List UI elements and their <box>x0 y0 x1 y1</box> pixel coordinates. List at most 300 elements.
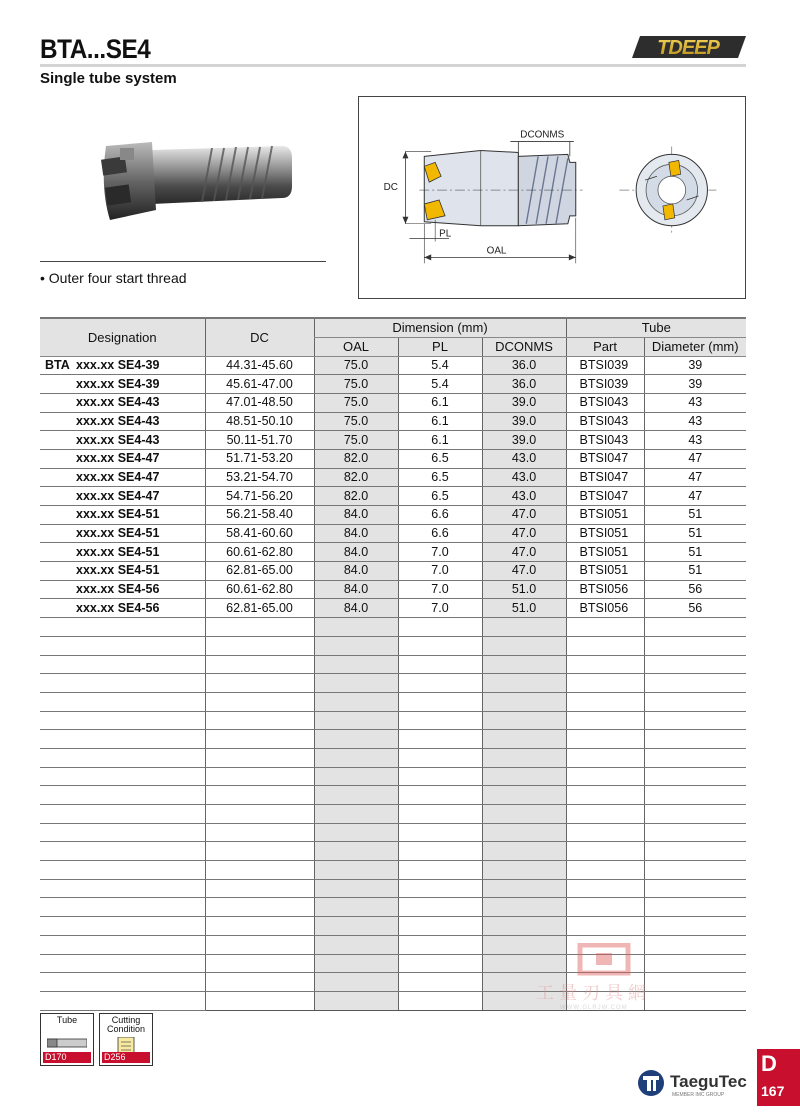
empty-cell <box>40 898 205 917</box>
cell-dc: 45.61-47.00 <box>205 375 314 394</box>
feature-divider <box>40 261 326 262</box>
cell-diameter: 51 <box>644 562 746 581</box>
cell-dc: 58.41-60.60 <box>205 524 314 543</box>
empty-row <box>40 748 746 767</box>
empty-cell <box>314 954 398 973</box>
cell-dconms: 36.0 <box>482 375 566 394</box>
empty-cell <box>482 748 566 767</box>
empty-cell <box>205 730 314 749</box>
taegutec-logo-icon <box>636 1068 666 1098</box>
designation-prefix: BTA <box>45 357 70 372</box>
watermark-url: WWW.GLRJW.COM <box>560 1005 628 1011</box>
table-row <box>40 468 746 487</box>
cell-dc: 51.71-53.20 <box>205 449 314 468</box>
designation-code: xxx.xx SE4-43 <box>76 395 160 410</box>
cell-part: BTSI051 <box>566 543 644 562</box>
table-row <box>40 543 746 562</box>
empty-cell <box>644 898 746 917</box>
empty-cell <box>314 748 398 767</box>
empty-cell <box>40 935 205 954</box>
cell-dconms: 47.0 <box>482 524 566 543</box>
empty-cell <box>482 879 566 898</box>
empty-cell <box>644 618 746 637</box>
empty-cell <box>205 692 314 711</box>
cell-pl: 6.6 <box>398 506 482 525</box>
cell-oal: 84.0 <box>314 506 398 525</box>
section-tab <box>757 1049 800 1106</box>
empty-cell <box>566 767 644 786</box>
empty-cell <box>398 861 482 880</box>
table-row <box>40 375 746 394</box>
empty-cell <box>40 954 205 973</box>
empty-cell <box>40 767 205 786</box>
dc-label: DC <box>383 182 398 194</box>
empty-cell <box>398 805 482 824</box>
empty-cell <box>314 879 398 898</box>
empty-cell <box>40 674 205 693</box>
empty-cell <box>398 898 482 917</box>
empty-cell <box>398 973 482 992</box>
table-row <box>40 506 746 525</box>
empty-cell <box>566 618 644 637</box>
empty-cell <box>398 842 482 861</box>
empty-cell <box>314 655 398 674</box>
empty-cell <box>205 879 314 898</box>
cell-pl: 6.1 <box>398 412 482 431</box>
empty-row <box>40 898 746 917</box>
page-subtitle: Single tube system <box>40 70 177 87</box>
cell-part: BTSI039 <box>566 356 644 375</box>
cell-dconms: 51.0 <box>482 599 566 618</box>
empty-cell <box>40 991 205 1010</box>
empty-row <box>40 879 746 898</box>
empty-row <box>40 823 746 842</box>
empty-cell <box>566 861 644 880</box>
cell-designation <box>40 580 205 599</box>
cell-diameter: 39 <box>644 356 746 375</box>
cell-diameter: 51 <box>644 524 746 543</box>
designation-code: xxx.xx SE4-51 <box>76 526 160 541</box>
empty-cell <box>40 973 205 992</box>
col-header-pl: PL <box>398 337 482 356</box>
cutting-condition-page: D256 <box>102 1052 150 1063</box>
empty-cell <box>482 842 566 861</box>
cell-pl: 5.4 <box>398 356 482 375</box>
cell-part: BTSI043 <box>566 431 644 450</box>
designation-code: xxx.xx SE4-43 <box>76 413 160 428</box>
empty-cell <box>314 805 398 824</box>
empty-cell <box>205 767 314 786</box>
empty-cell <box>398 991 482 1010</box>
empty-cell <box>644 730 746 749</box>
empty-cell <box>398 618 482 637</box>
cell-diameter: 43 <box>644 431 746 450</box>
cell-dc: 48.51-50.10 <box>205 412 314 431</box>
empty-cell <box>566 730 644 749</box>
empty-cell <box>205 618 314 637</box>
empty-cell <box>314 618 398 637</box>
empty-cell <box>566 711 644 730</box>
empty-cell <box>205 991 314 1010</box>
empty-cell <box>398 917 482 936</box>
cell-designation <box>40 393 205 412</box>
empty-cell <box>40 711 205 730</box>
spec-table <box>40 317 746 1011</box>
cell-pl: 7.0 <box>398 562 482 581</box>
empty-cell <box>205 842 314 861</box>
empty-cell <box>398 655 482 674</box>
watermark <box>536 943 676 1013</box>
empty-cell <box>482 767 566 786</box>
cell-diameter: 47 <box>644 468 746 487</box>
empty-cell <box>314 711 398 730</box>
col-header-oal: OAL <box>314 337 398 356</box>
cell-pl: 6.1 <box>398 393 482 412</box>
empty-cell <box>40 636 205 655</box>
empty-cell <box>314 823 398 842</box>
logo-text: TDEEP <box>657 37 719 59</box>
empty-cell <box>205 898 314 917</box>
cell-pl: 6.5 <box>398 487 482 506</box>
cell-dconms: 47.0 <box>482 506 566 525</box>
col-header-part: Part <box>566 337 644 356</box>
empty-cell <box>314 730 398 749</box>
watermark-chinese: 工量刃具網 <box>536 983 651 1004</box>
empty-cell <box>40 823 205 842</box>
cell-designation <box>40 356 205 375</box>
technical-drawing <box>358 96 746 299</box>
col-header-designation: Designation <box>40 318 205 356</box>
empty-cell <box>314 898 398 917</box>
table-row <box>40 449 746 468</box>
empty-row <box>40 655 746 674</box>
empty-cell <box>205 711 314 730</box>
empty-cell <box>398 786 482 805</box>
empty-cell <box>566 674 644 693</box>
empty-cell <box>205 655 314 674</box>
empty-row <box>40 861 746 880</box>
col-header-diameter: Diameter (mm) <box>644 337 746 356</box>
empty-cell <box>566 692 644 711</box>
cell-oal: 84.0 <box>314 580 398 599</box>
empty-row <box>40 767 746 786</box>
tool-photo <box>92 128 302 228</box>
empty-row <box>40 711 746 730</box>
cell-dc: 44.31-45.60 <box>205 356 314 375</box>
empty-row <box>40 917 746 936</box>
empty-cell <box>644 786 746 805</box>
cell-dconms: 47.0 <box>482 543 566 562</box>
designation-code: xxx.xx SE4-51 <box>76 507 160 522</box>
cell-pl: 6.5 <box>398 449 482 468</box>
cell-dc: 60.61-62.80 <box>205 580 314 599</box>
designation-code: xxx.xx SE4-39 <box>76 357 160 372</box>
cell-oal: 75.0 <box>314 412 398 431</box>
empty-cell <box>482 917 566 936</box>
empty-row <box>40 636 746 655</box>
cell-designation <box>40 543 205 562</box>
cell-part: BTSI051 <box>566 506 644 525</box>
empty-cell <box>482 730 566 749</box>
empty-cell <box>205 954 314 973</box>
empty-cell <box>40 618 205 637</box>
oal-label: OAL <box>486 245 507 257</box>
empty-cell <box>644 674 746 693</box>
empty-cell <box>644 879 746 898</box>
empty-cell <box>205 748 314 767</box>
cell-part: BTSI043 <box>566 393 644 412</box>
cell-dconms: 47.0 <box>482 562 566 581</box>
cell-dconms: 39.0 <box>482 393 566 412</box>
empty-cell <box>314 674 398 693</box>
cell-pl: 6.5 <box>398 468 482 487</box>
cell-designation <box>40 375 205 394</box>
cell-part: BTSI051 <box>566 562 644 581</box>
empty-cell <box>314 786 398 805</box>
table-row <box>40 599 746 618</box>
cell-dc: 47.01-48.50 <box>205 393 314 412</box>
designation-code: xxx.xx SE4-56 <box>76 582 160 597</box>
end-view <box>619 147 716 236</box>
empty-row <box>40 842 746 861</box>
cell-pl: 7.0 <box>398 599 482 618</box>
cutting-label-line2: Condition <box>106 1024 146 1034</box>
empty-cell <box>644 636 746 655</box>
empty-cell <box>314 991 398 1010</box>
empty-row <box>40 674 746 693</box>
cell-diameter: 39 <box>644 375 746 394</box>
tube-icon <box>47 1034 87 1052</box>
empty-row <box>40 786 746 805</box>
cell-dc: 54.71-56.20 <box>205 487 314 506</box>
empty-cell <box>482 861 566 880</box>
cell-pl: 6.6 <box>398 524 482 543</box>
empty-cell <box>40 655 205 674</box>
empty-cell <box>644 748 746 767</box>
cell-dconms: 43.0 <box>482 449 566 468</box>
designation-code: xxx.xx SE4-47 <box>76 451 160 466</box>
empty-cell <box>566 898 644 917</box>
cell-oal: 84.0 <box>314 599 398 618</box>
table-row <box>40 356 746 375</box>
empty-cell <box>205 861 314 880</box>
cell-part: BTSI043 <box>566 412 644 431</box>
cell-designation <box>40 468 205 487</box>
cell-part: BTSI047 <box>566 487 644 506</box>
empty-cell <box>205 917 314 936</box>
empty-cell <box>398 879 482 898</box>
empty-cell <box>314 842 398 861</box>
empty-cell <box>398 935 482 954</box>
col-header-dimension: Dimension (mm) <box>314 318 566 337</box>
cell-designation <box>40 599 205 618</box>
empty-cell <box>566 823 644 842</box>
empty-cell <box>398 711 482 730</box>
empty-cell <box>205 786 314 805</box>
empty-cell <box>566 786 644 805</box>
cell-designation <box>40 487 205 506</box>
designation-code: xxx.xx SE4-47 <box>76 488 160 503</box>
cell-designation <box>40 506 205 525</box>
cell-dc: 50.11-51.70 <box>205 431 314 450</box>
brand-tagline: MEMBER IMC GROUP <box>672 1092 725 1098</box>
cell-oal: 82.0 <box>314 487 398 506</box>
title-divider <box>40 64 746 67</box>
cell-oal: 84.0 <box>314 562 398 581</box>
empty-cell <box>482 805 566 824</box>
empty-row <box>40 692 746 711</box>
tube-reference-label: Tube <box>56 1015 78 1025</box>
table-row <box>40 393 746 412</box>
empty-cell <box>398 823 482 842</box>
designation-code: xxx.xx SE4-56 <box>76 600 160 615</box>
cell-diameter: 43 <box>644 412 746 431</box>
cell-pl: 7.0 <box>398 543 482 562</box>
empty-cell <box>398 767 482 786</box>
page-title: BTA...SE4 <box>40 34 151 64</box>
cell-dconms: 39.0 <box>482 431 566 450</box>
empty-cell <box>40 692 205 711</box>
empty-cell <box>644 711 746 730</box>
col-header-tube: Tube <box>566 318 746 337</box>
empty-cell <box>205 823 314 842</box>
table-row <box>40 580 746 599</box>
empty-cell <box>482 674 566 693</box>
empty-cell <box>482 618 566 637</box>
empty-cell <box>314 861 398 880</box>
cell-diameter: 51 <box>644 506 746 525</box>
empty-cell <box>566 917 644 936</box>
empty-cell <box>566 842 644 861</box>
empty-cell <box>566 655 644 674</box>
cell-oal: 75.0 <box>314 393 398 412</box>
empty-cell <box>40 786 205 805</box>
cutting-condition-reference[interactable] <box>99 1013 153 1066</box>
designation-code: xxx.xx SE4-39 <box>76 376 160 391</box>
cell-oal: 82.0 <box>314 449 398 468</box>
empty-cell <box>566 748 644 767</box>
cell-oal: 75.0 <box>314 375 398 394</box>
cutting-label-line1: Cutting <box>111 1015 141 1025</box>
cell-dconms: 43.0 <box>482 487 566 506</box>
cell-dc: 53.21-54.70 <box>205 468 314 487</box>
designation-code: xxx.xx SE4-51 <box>76 544 160 559</box>
empty-cell <box>314 917 398 936</box>
cell-dc: 62.81-65.00 <box>205 562 314 581</box>
cell-oal: 84.0 <box>314 543 398 562</box>
table-row <box>40 412 746 431</box>
cell-oal: 82.0 <box>314 468 398 487</box>
cell-dconms: 39.0 <box>482 412 566 431</box>
empty-cell <box>205 973 314 992</box>
col-header-dconms: DCONMS <box>482 337 566 356</box>
empty-cell <box>314 935 398 954</box>
empty-cell <box>398 730 482 749</box>
empty-cell <box>314 973 398 992</box>
col-header-dc: DC <box>205 318 314 356</box>
designation-code: xxx.xx SE4-51 <box>76 563 160 578</box>
cell-part: BTSI039 <box>566 375 644 394</box>
empty-cell <box>40 917 205 936</box>
cell-part: BTSI051 <box>566 524 644 543</box>
section-letter: D <box>761 1051 777 1076</box>
empty-cell <box>482 786 566 805</box>
empty-cell <box>644 655 746 674</box>
cell-diameter: 56 <box>644 580 746 599</box>
empty-cell <box>644 842 746 861</box>
empty-row <box>40 730 746 749</box>
cell-designation <box>40 562 205 581</box>
designation-code: xxx.xx SE4-47 <box>76 469 160 484</box>
tdeep-logo <box>632 32 748 62</box>
tube-reference-page: D170 <box>43 1052 91 1063</box>
empty-cell <box>40 879 205 898</box>
empty-cell <box>314 692 398 711</box>
cell-part: BTSI047 <box>566 468 644 487</box>
table-row <box>40 562 746 581</box>
cell-dc: 60.61-62.80 <box>205 543 314 562</box>
empty-cell <box>40 730 205 749</box>
empty-cell <box>644 917 746 936</box>
taegutec-brand <box>636 1068 746 1100</box>
empty-row <box>40 618 746 637</box>
cell-part: BTSI056 <box>566 580 644 599</box>
cell-dc: 62.81-65.00 <box>205 599 314 618</box>
cell-diameter: 47 <box>644 487 746 506</box>
empty-cell <box>566 805 644 824</box>
empty-cell <box>644 805 746 824</box>
empty-cell <box>314 636 398 655</box>
cell-oal: 75.0 <box>314 356 398 375</box>
cell-diameter: 43 <box>644 393 746 412</box>
dconms-label: DCONMS <box>520 129 565 141</box>
pl-label: PL <box>439 228 452 240</box>
table-row <box>40 431 746 450</box>
empty-cell <box>566 879 644 898</box>
feature-note: • Outer four start thread <box>40 270 187 286</box>
cell-designation <box>40 412 205 431</box>
page-number: 167 <box>761 1083 785 1099</box>
watermark-logo-icon <box>536 943 676 979</box>
empty-cell <box>482 692 566 711</box>
cell-pl: 6.1 <box>398 431 482 450</box>
empty-cell <box>40 861 205 880</box>
empty-cell <box>398 674 482 693</box>
cell-part: BTSI056 <box>566 599 644 618</box>
cell-oal: 84.0 <box>314 524 398 543</box>
cell-dconms: 36.0 <box>482 356 566 375</box>
empty-cell <box>398 636 482 655</box>
empty-cell <box>482 655 566 674</box>
cell-designation <box>40 524 205 543</box>
empty-cell <box>205 805 314 824</box>
cell-part: BTSI047 <box>566 449 644 468</box>
empty-cell <box>398 954 482 973</box>
designation-code: xxx.xx SE4-43 <box>76 432 160 447</box>
cell-pl: 7.0 <box>398 580 482 599</box>
empty-cell <box>482 636 566 655</box>
cell-diameter: 51 <box>644 543 746 562</box>
empty-cell <box>566 636 644 655</box>
empty-cell <box>398 692 482 711</box>
tube-reference[interactable] <box>40 1013 94 1066</box>
cell-dc: 56.21-58.40 <box>205 506 314 525</box>
cell-dconms: 51.0 <box>482 580 566 599</box>
cell-pl: 5.4 <box>398 375 482 394</box>
cell-designation <box>40 431 205 450</box>
cell-diameter: 56 <box>644 599 746 618</box>
empty-cell <box>644 767 746 786</box>
